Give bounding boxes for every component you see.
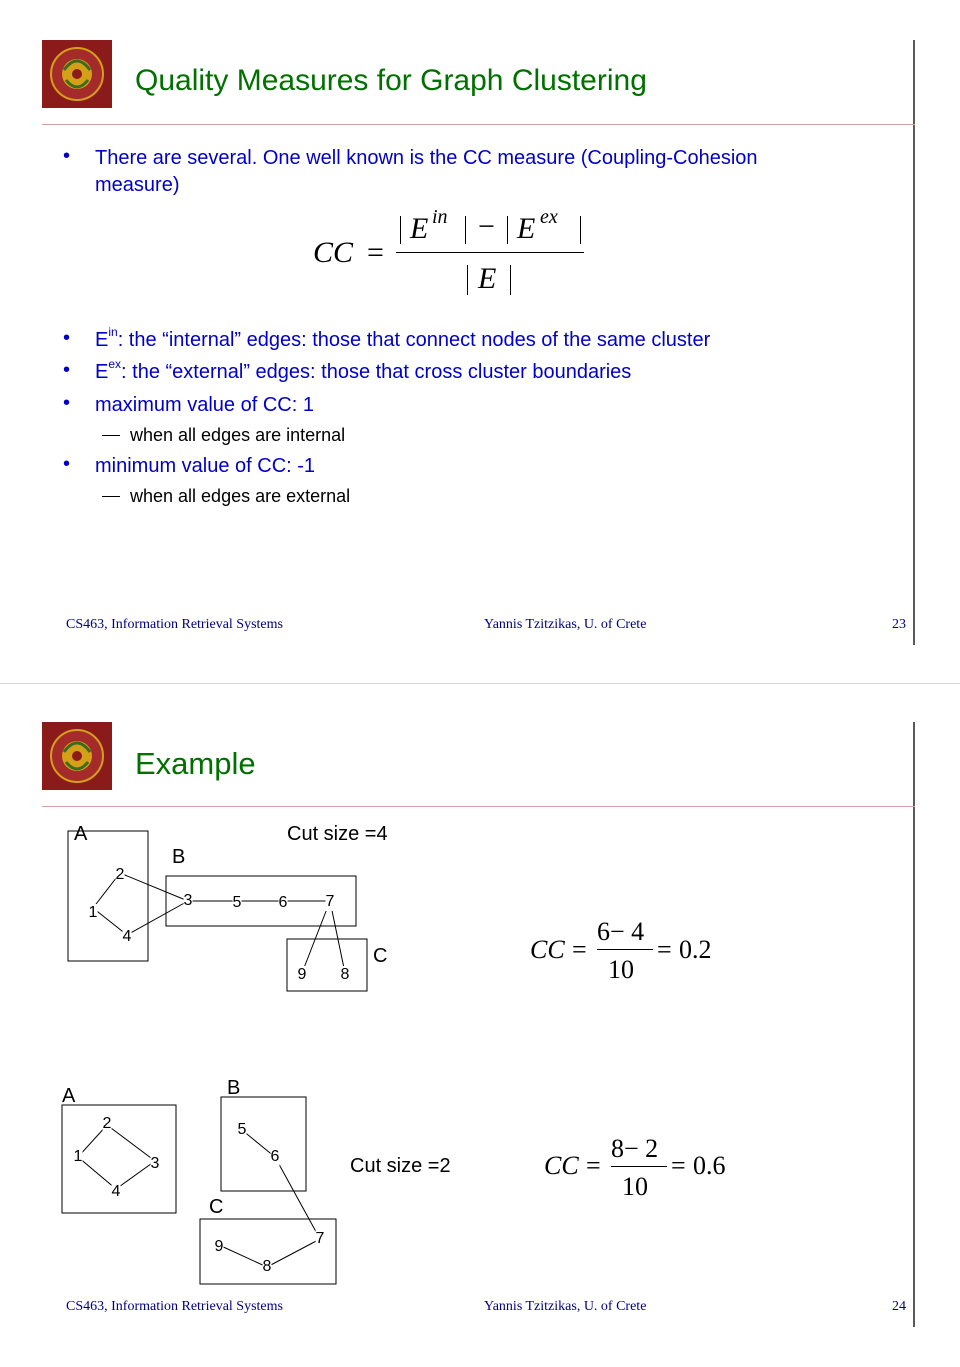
bullet-e-ex <box>63 357 632 384</box>
bullet-max <box>63 392 314 417</box>
formula-result: 0.6 <box>693 1151 726 1180</box>
formula-sup-in: in <box>432 206 448 228</box>
cut-size-label: Cut size =2 <box>350 1155 451 1177</box>
dash <box>102 496 120 497</box>
bullet-min-text: minimum value of CC: -1 <box>95 455 316 477</box>
graph-node-7: 7 <box>325 893 335 910</box>
graph-node-8: 8 <box>262 1258 272 1275</box>
edge-9-8 <box>219 1245 267 1267</box>
bullet-intro-text: There are several. One well known is the CC measure (Coupling-Cohesion <box>95 147 758 169</box>
edge-6-7 <box>275 1157 320 1239</box>
graph-node-3: 3 <box>150 1155 160 1172</box>
abs-bar <box>467 265 468 295</box>
e-ex-text: : the “external” edges: those that cross cluster boundaries <box>121 361 632 383</box>
bullet-min <box>63 453 316 478</box>
e-in-symbol: E <box>95 329 109 351</box>
formula-result: 0.2 <box>679 935 712 964</box>
bullet-dot: • <box>63 327 71 349</box>
graph-node-5: 5 <box>237 1121 247 1138</box>
graph-node-2: 2 <box>102 1115 112 1132</box>
edge-2-3 <box>107 1125 155 1161</box>
formula-lhs: CC <box>313 236 354 269</box>
footer-author: Yannis Tzitzikas, U. of Crete <box>484 617 647 632</box>
footer-page-number: 23 <box>892 617 906 632</box>
formula-equals: = <box>586 1151 601 1180</box>
formula-equals-2: = <box>671 1151 686 1180</box>
formula-lhs: CC <box>530 935 565 964</box>
bullet-dot: • <box>63 392 71 414</box>
formula-sup-ex: ex <box>540 206 558 228</box>
formula-equals: = <box>572 935 587 964</box>
edge-4-3 <box>116 1161 155 1189</box>
footer-page-number: 24 <box>892 1299 906 1314</box>
cluster-c-label: C <box>209 1196 224 1218</box>
dash <box>102 435 120 436</box>
formula-e-in: E <box>410 212 429 245</box>
graph-node-6: 6 <box>278 894 288 911</box>
example-2-graph <box>0 683 960 1367</box>
fraction-bar <box>396 252 584 253</box>
formula-numerator: 8− 2 <box>611 1134 659 1163</box>
cluster-b-label: B <box>172 846 186 868</box>
e-ex-superscript: ex <box>108 357 122 372</box>
e-ex-symbol: E <box>95 361 109 383</box>
footer-course: CS463, Information Retrieval Systems <box>66 1299 283 1314</box>
graph-node-4: 4 <box>122 928 132 945</box>
cluster-b-box <box>221 1097 306 1191</box>
graph-node-5: 5 <box>232 894 242 911</box>
fraction-bar <box>611 1166 667 1167</box>
graph-node-9: 9 <box>214 1238 224 1255</box>
bullet-dot: • <box>63 453 71 475</box>
slide-24 <box>0 683 960 1367</box>
sub-bullet-max-text: when all edges are internal <box>130 425 346 445</box>
abs-bar <box>400 216 401 244</box>
cluster-c-label: C <box>373 945 388 967</box>
graph-node-2: 2 <box>115 866 125 883</box>
sub-bullet-min-text: when all edges are external <box>130 486 351 506</box>
e-in-superscript: in <box>108 325 118 340</box>
formula-denominator: 10 <box>608 955 634 984</box>
graph-node-3: 3 <box>183 892 193 909</box>
formula-denominator: 10 <box>622 1172 648 1201</box>
formula-minus: − <box>478 210 495 243</box>
cluster-b-label: B <box>227 1077 241 1099</box>
slide-title: Example <box>135 746 256 781</box>
graph-node-1: 1 <box>73 1148 83 1165</box>
e-in-text: : the “internal” edges: those that connect nodes of the same cluster <box>117 329 711 351</box>
formula-e-ex: E <box>517 212 536 245</box>
bullet-dot: • <box>63 145 71 167</box>
graph-node-6: 6 <box>270 1148 280 1165</box>
bullet-max-text: maximum value of CC: 1 <box>95 394 314 416</box>
graph-node-7: 7 <box>315 1230 325 1247</box>
slide-title: Quality Measures for Graph Clustering <box>135 64 647 97</box>
edge-8-7 <box>267 1239 320 1267</box>
bullet-dot: • <box>63 359 71 381</box>
formula-equals: = <box>367 236 384 269</box>
sub-bullet-max <box>130 425 345 446</box>
cut-size-label: Cut size =4 <box>287 823 388 845</box>
university-of-crete-logo <box>42 40 112 113</box>
cluster-a-label: A <box>74 823 88 845</box>
graph-node-1: 1 <box>88 904 98 921</box>
formula-equals-2: = <box>657 935 672 964</box>
bullet-e-in <box>63 325 711 352</box>
footer-course: CS463, Information Retrieval Systems <box>66 617 283 632</box>
sub-bullet-min <box>130 486 350 507</box>
abs-bar <box>510 265 511 295</box>
bullet-intro <box>63 145 758 170</box>
abs-bar <box>507 216 508 244</box>
cluster-a-label: A <box>62 1085 76 1107</box>
edge-1-4 <box>78 1157 116 1189</box>
slide-23 <box>0 0 960 683</box>
formula-numerator: 6− 4 <box>597 917 645 946</box>
graph-node-8: 8 <box>340 966 350 983</box>
abs-bar <box>465 216 466 244</box>
graph-node-9: 9 <box>297 966 307 983</box>
formula-lhs: CC <box>544 1151 579 1180</box>
slide-right-border <box>913 40 915 645</box>
abs-bar <box>580 216 581 244</box>
bullet-intro-continued: measure) <box>95 174 180 196</box>
formula-denominator: E <box>478 262 497 295</box>
title-underline <box>42 124 915 125</box>
footer-author: Yannis Tzitzikas, U. of Crete <box>484 1299 647 1314</box>
graph-node-4: 4 <box>111 1183 121 1200</box>
